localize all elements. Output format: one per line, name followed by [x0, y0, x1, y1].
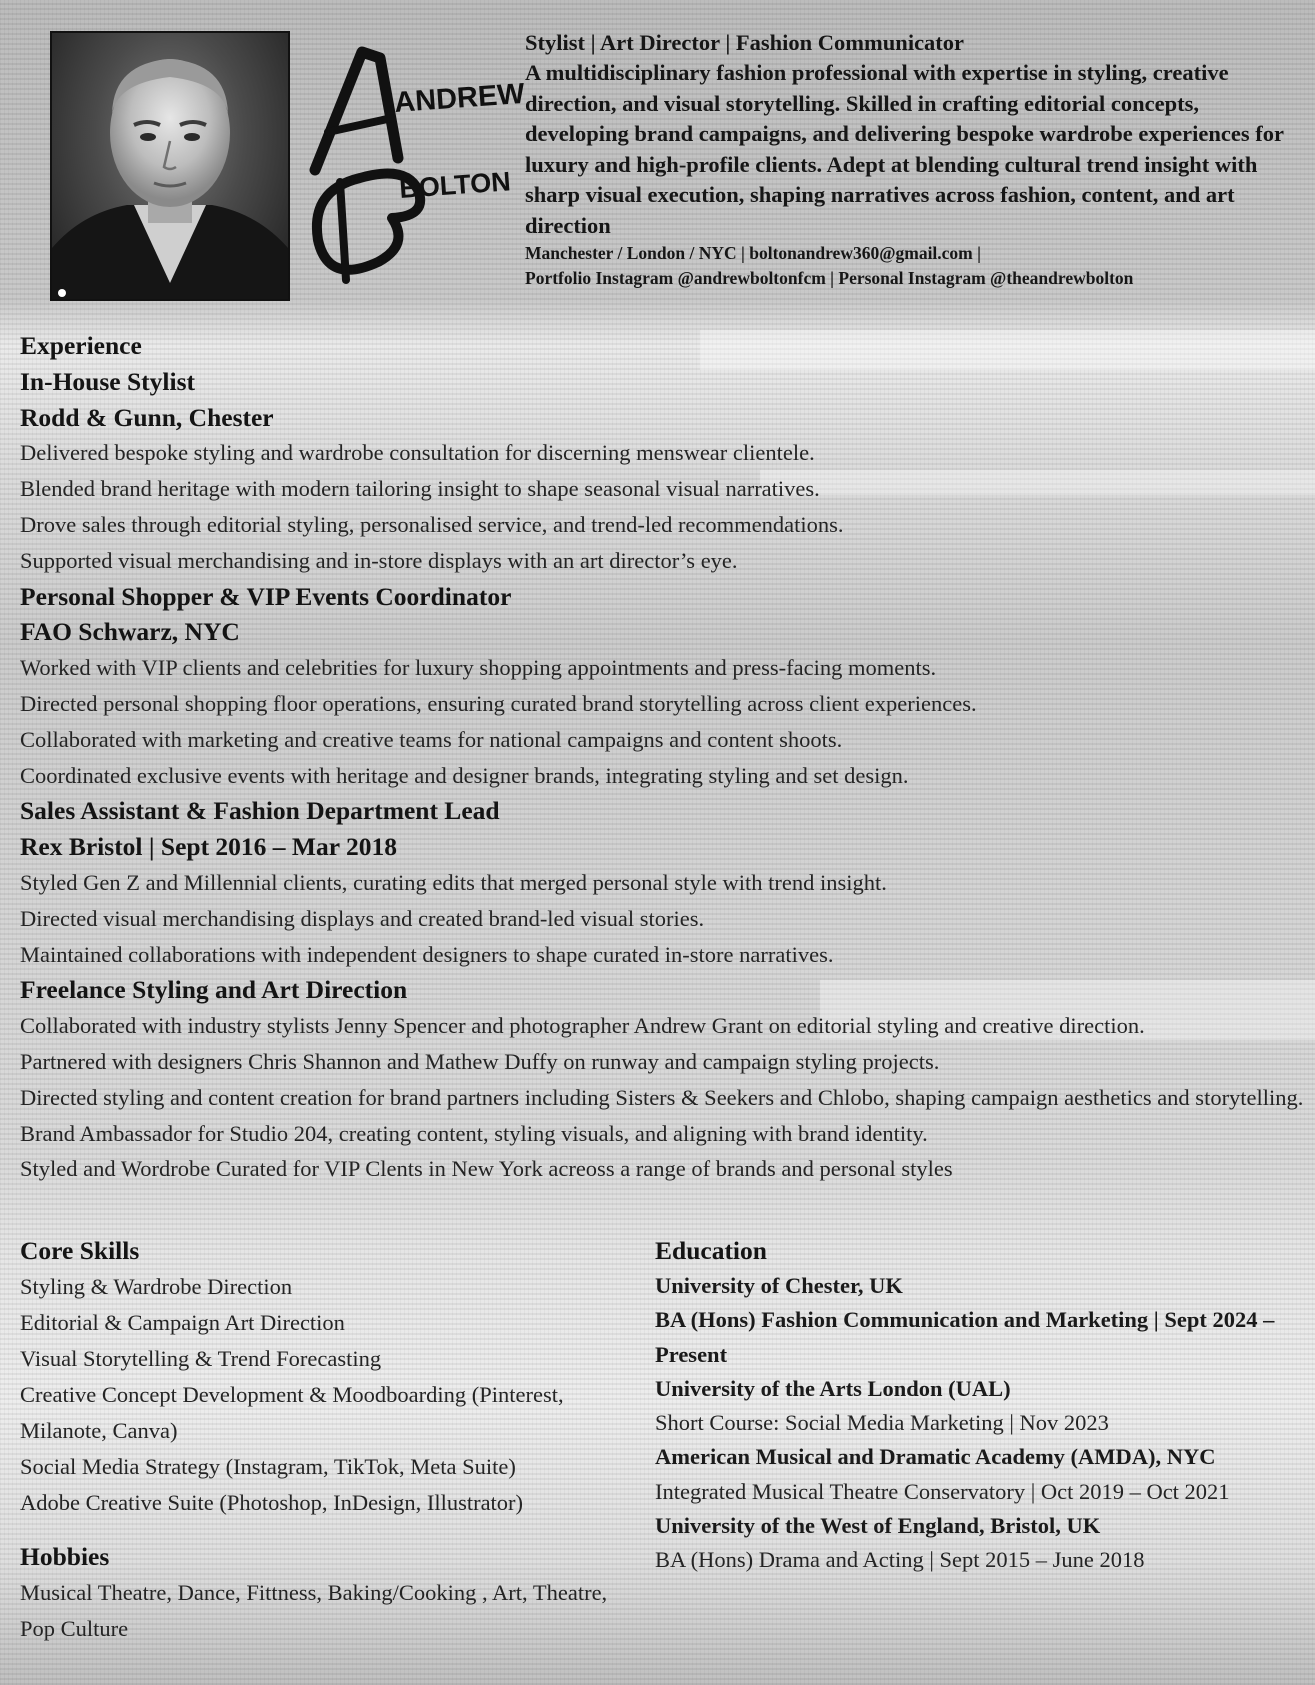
education-column [655, 1233, 1305, 1578]
header-summary [525, 28, 1305, 291]
job-bullet: Coordinated exclusive events with heritage and designer brands, integrating styling and set design. [20, 762, 909, 788]
job-bullet: Directed visual merchandising displays and created brand-led visual stories. [20, 905, 705, 931]
education-detail: Integrated Musical Theatre Conservatory | Oct 2019 – Oct 2021 [655, 1478, 1230, 1504]
job-bullet: Styled Gen Z and Millennial clients, curating edits that merged personal style with trend insight. [20, 869, 887, 895]
contact-instagram: Portfolio Instagram @andrewboltonfcm | Personal Instagram @theandrewbolton [525, 268, 1134, 288]
education-institution: University of Chester, UK [655, 1273, 903, 1298]
hobbies-heading: Hobbies [20, 1542, 110, 1571]
job-title: Freelance Styling and Art Direction [20, 975, 408, 1005]
job-bullet: Partnered with designers Chris Shannon and Mathew Duffy on runway and campaign styling projects. [20, 1048, 940, 1074]
job-bullet: Delivered bespoke styling and wardrobe consultation for discerning menswear clientele. [20, 440, 815, 466]
job-bullet: Directed styling and content creation for brand partners including Sisters & Seekers and Chlobo, shaping campaign aesthetics and storytelling. [20, 1084, 1304, 1110]
education-detail: BA (Hons) Fashion Communication and Marketing | Sept 2024 – Present [655, 1307, 1275, 1367]
education-institution: University of the West of England, Bristol, UK [655, 1513, 1101, 1539]
education-institution: American Musical and Dramatic Academy (AMDA), NYC [655, 1444, 1216, 1470]
skill-item: Creative Concept Development & Moodboarding (Pinterest, Milanote, Canva) [20, 1382, 564, 1443]
job-bullet: Drove sales through editorial styling, personalised service, and trend-led recommendations. [20, 511, 844, 537]
experience-heading: Experience [20, 331, 142, 360]
skill-item: Styling & Wardrobe Direction [20, 1274, 293, 1299]
signature-logo [300, 40, 526, 300]
job-title: In-House Stylist [20, 366, 195, 396]
job-bullet: Brand Ambassador for Studio 204, creating content, styling visuals, and aligning with brand identity. [20, 1120, 928, 1146]
portrait-illustration [52, 33, 288, 299]
education-institution: University of the Arts London (UAL) [655, 1375, 1011, 1401]
job-bullet: Directed personal shopping floor operations, ensuring curated brand storytelling across client experiences. [20, 690, 977, 716]
job-company: Rodd & Gunn, Chester [20, 402, 274, 432]
job-company: Rex Bristol | Sept 2016 – Mar 2018 [20, 832, 397, 862]
initials-monogram [300, 40, 526, 300]
job-bullet: Blended brand heritage with modern tailoring insight to shape seasonal visual narratives. [20, 476, 820, 502]
education-heading: Education [655, 1236, 767, 1265]
skills-hobbies-column [20, 1233, 620, 1647]
job-title: Personal Shopper & VIP Events Coordinator [20, 581, 512, 611]
contact-location-email: Manchester / London / NYC | boltonandrew360@gmail.com | [525, 243, 981, 263]
skill-item: Social Media Strategy (Instagram, TikTok, Meta Suite) [20, 1454, 516, 1479]
skill-item: Visual Storytelling & Trend Forecasting [20, 1346, 382, 1371]
job-bullet: Supported visual merchandising and in-store displays with an art director’s eye. [20, 547, 738, 573]
signature-first-name: ANDREW [393, 77, 526, 119]
education-detail: Short Course: Social Media Marketing | Nov 2023 [655, 1410, 1109, 1436]
core-skills-heading: Core Skills [20, 1236, 140, 1265]
job-bullet: Styled and Wordrobe Curated for VIP Clents in New York acreoss a range of brands and personal styles [20, 1156, 953, 1182]
job-title: Sales Assistant & Fashion Department Lead [20, 796, 500, 826]
skill-item: Editorial & Campaign Art Direction [20, 1310, 345, 1335]
job-bullet: Collaborated with industry stylists Jenny Spencer and photographer Andrew Grant on editorial styling and creative direction. [20, 1013, 1145, 1039]
profile-summary: A multidisciplinary fashion professional with expertise in styling, creative direction, and visual storytelling. Skilled in crafting editorial concepts, developing brand campaigns, and delivering bespoke wardrobe experiences for luxury and high-profile clients. Adept at blending cultural trend insight with sharp visual execution, shaping narratives across fashion, content, and art direction [525, 60, 1284, 238]
hobbies-text: Musical Theatre, Dance, Fittness, Baking/Cooking , Art, Theatre, Pop Culture [20, 1580, 608, 1641]
skill-item: Adobe Creative Suite (Photoshop, InDesign, Illustrator) [20, 1490, 524, 1515]
job-bullet: Maintained collaborations with independent designers to shape curated in-store narratives. [20, 941, 834, 967]
job-bullet: Collaborated with marketing and creative teams for national campaigns and content shoots. [20, 726, 843, 752]
signature-last-name: BOLTON [398, 166, 512, 204]
job-titles: Stylist | Art Director | Fashion Communicator [525, 30, 965, 55]
job-bullet: Worked with VIP clients and celebrities for luxury shopping appointments and press-facing moments. [20, 655, 937, 681]
profile-photo [50, 31, 290, 301]
experience-section [20, 328, 1310, 1187]
education-detail: BA (Hons) Drama and Acting | Sept 2015 – June 2018 [655, 1547, 1145, 1573]
job-company: FAO Schwarz, NYC [20, 617, 240, 647]
